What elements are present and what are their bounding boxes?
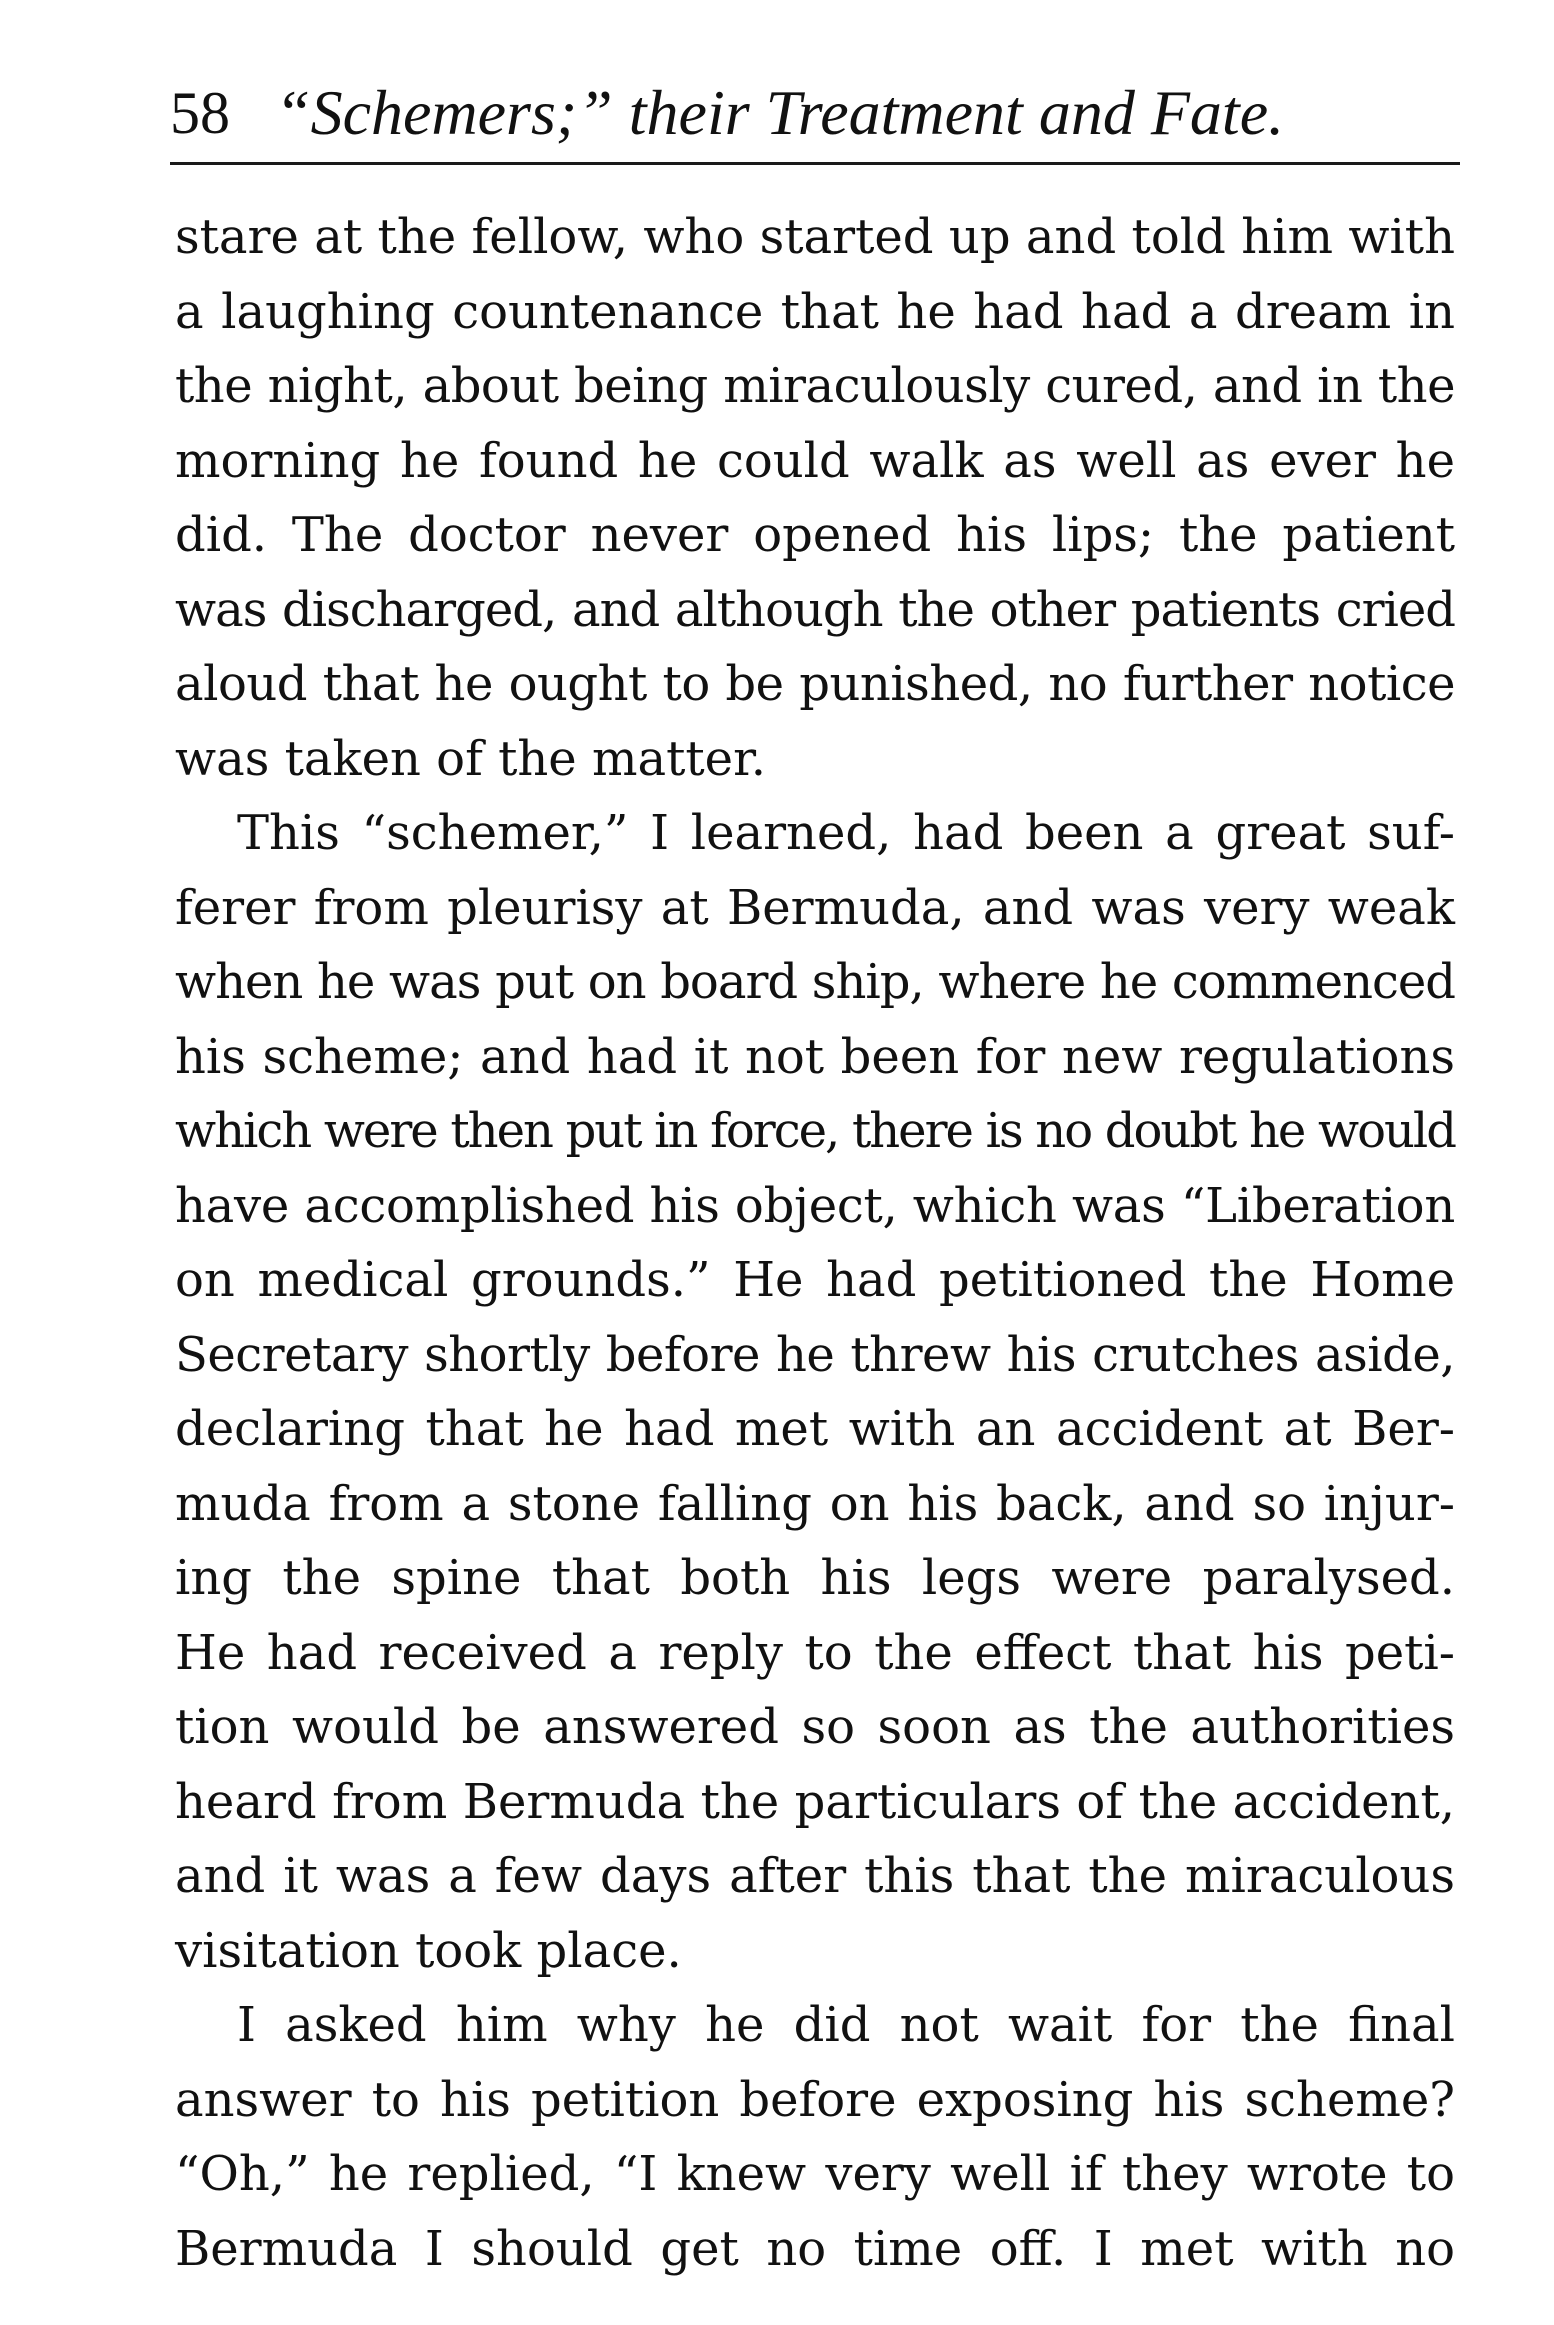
text-line: This “schemer,” I learned, had been a great suf- [237, 805, 1455, 861]
text-line: tion would be answered so soon as the authorities [175, 1699, 1455, 1755]
text-line: declaring that he had met with an accident at Ber- [175, 1401, 1455, 1457]
text-line: stare at the fellow, who started up and told him with [175, 209, 1455, 265]
text-line: “Oh,” he replied, “I knew very well if they wrote to [175, 2146, 1455, 2202]
text-line: answer to his petition before exposing his scheme? [175, 2071, 1455, 2128]
text-line: was discharged, and although the other patients cried [175, 581, 1455, 638]
text-line: aloud that he ought to be punished, no further notice [175, 656, 1455, 712]
running-title: “Schemers;” their Treatment and Fate. [275, 77, 1285, 148]
text-line: when he was put on board ship, where he commenced [175, 954, 1455, 1010]
text-line: morning he found he could walk as well as ever he [175, 432, 1455, 489]
text-line: have accomplished his object, which was “Liberation [175, 1177, 1455, 1234]
header-rule [170, 162, 1460, 165]
text-line: muda from a stone falling on his back, and so injur- [175, 1475, 1455, 1532]
text-line: visitation took place. [175, 1922, 682, 1979]
text-line: ferer from pleurisy at Bermuda, and was very weak [175, 879, 1455, 936]
text-line: did. The doctor never opened his lips; the patient [175, 507, 1455, 563]
text-line: and it was a few days after this that the miraculous [175, 1848, 1455, 1904]
body-text [175, 200, 1455, 2286]
text-line: which were then put in force, there is no doubt he would [175, 1103, 1455, 1159]
text-line: his scheme; and had it not been for new regulations [175, 1028, 1455, 1085]
text-line: was taken of the matter. [175, 730, 766, 787]
text-line: on medical grounds.” He had petitioned the Home [175, 1252, 1455, 1308]
text-line: I asked him why he did not wait for the final [237, 1997, 1455, 2053]
text-line: a laughing countenance that he had had a dream in [175, 283, 1455, 340]
text-line: Secretary shortly before he threw his crutches aside, [175, 1326, 1455, 1383]
text-line: ing the spine that both his legs were paralysed. [175, 1550, 1455, 1606]
text-line: the night, about being miraculously cured, and in the [175, 358, 1455, 414]
text-line: Bermuda I should get no time off. I met with no [175, 2220, 1455, 2277]
page-number: 58 [170, 80, 230, 146]
page-header [170, 55, 1460, 165]
text-line: He had received a reply to the effect that his peti- [175, 1624, 1455, 1681]
text-line: heard from Bermuda the particulars of the accident, [175, 1773, 1455, 1830]
